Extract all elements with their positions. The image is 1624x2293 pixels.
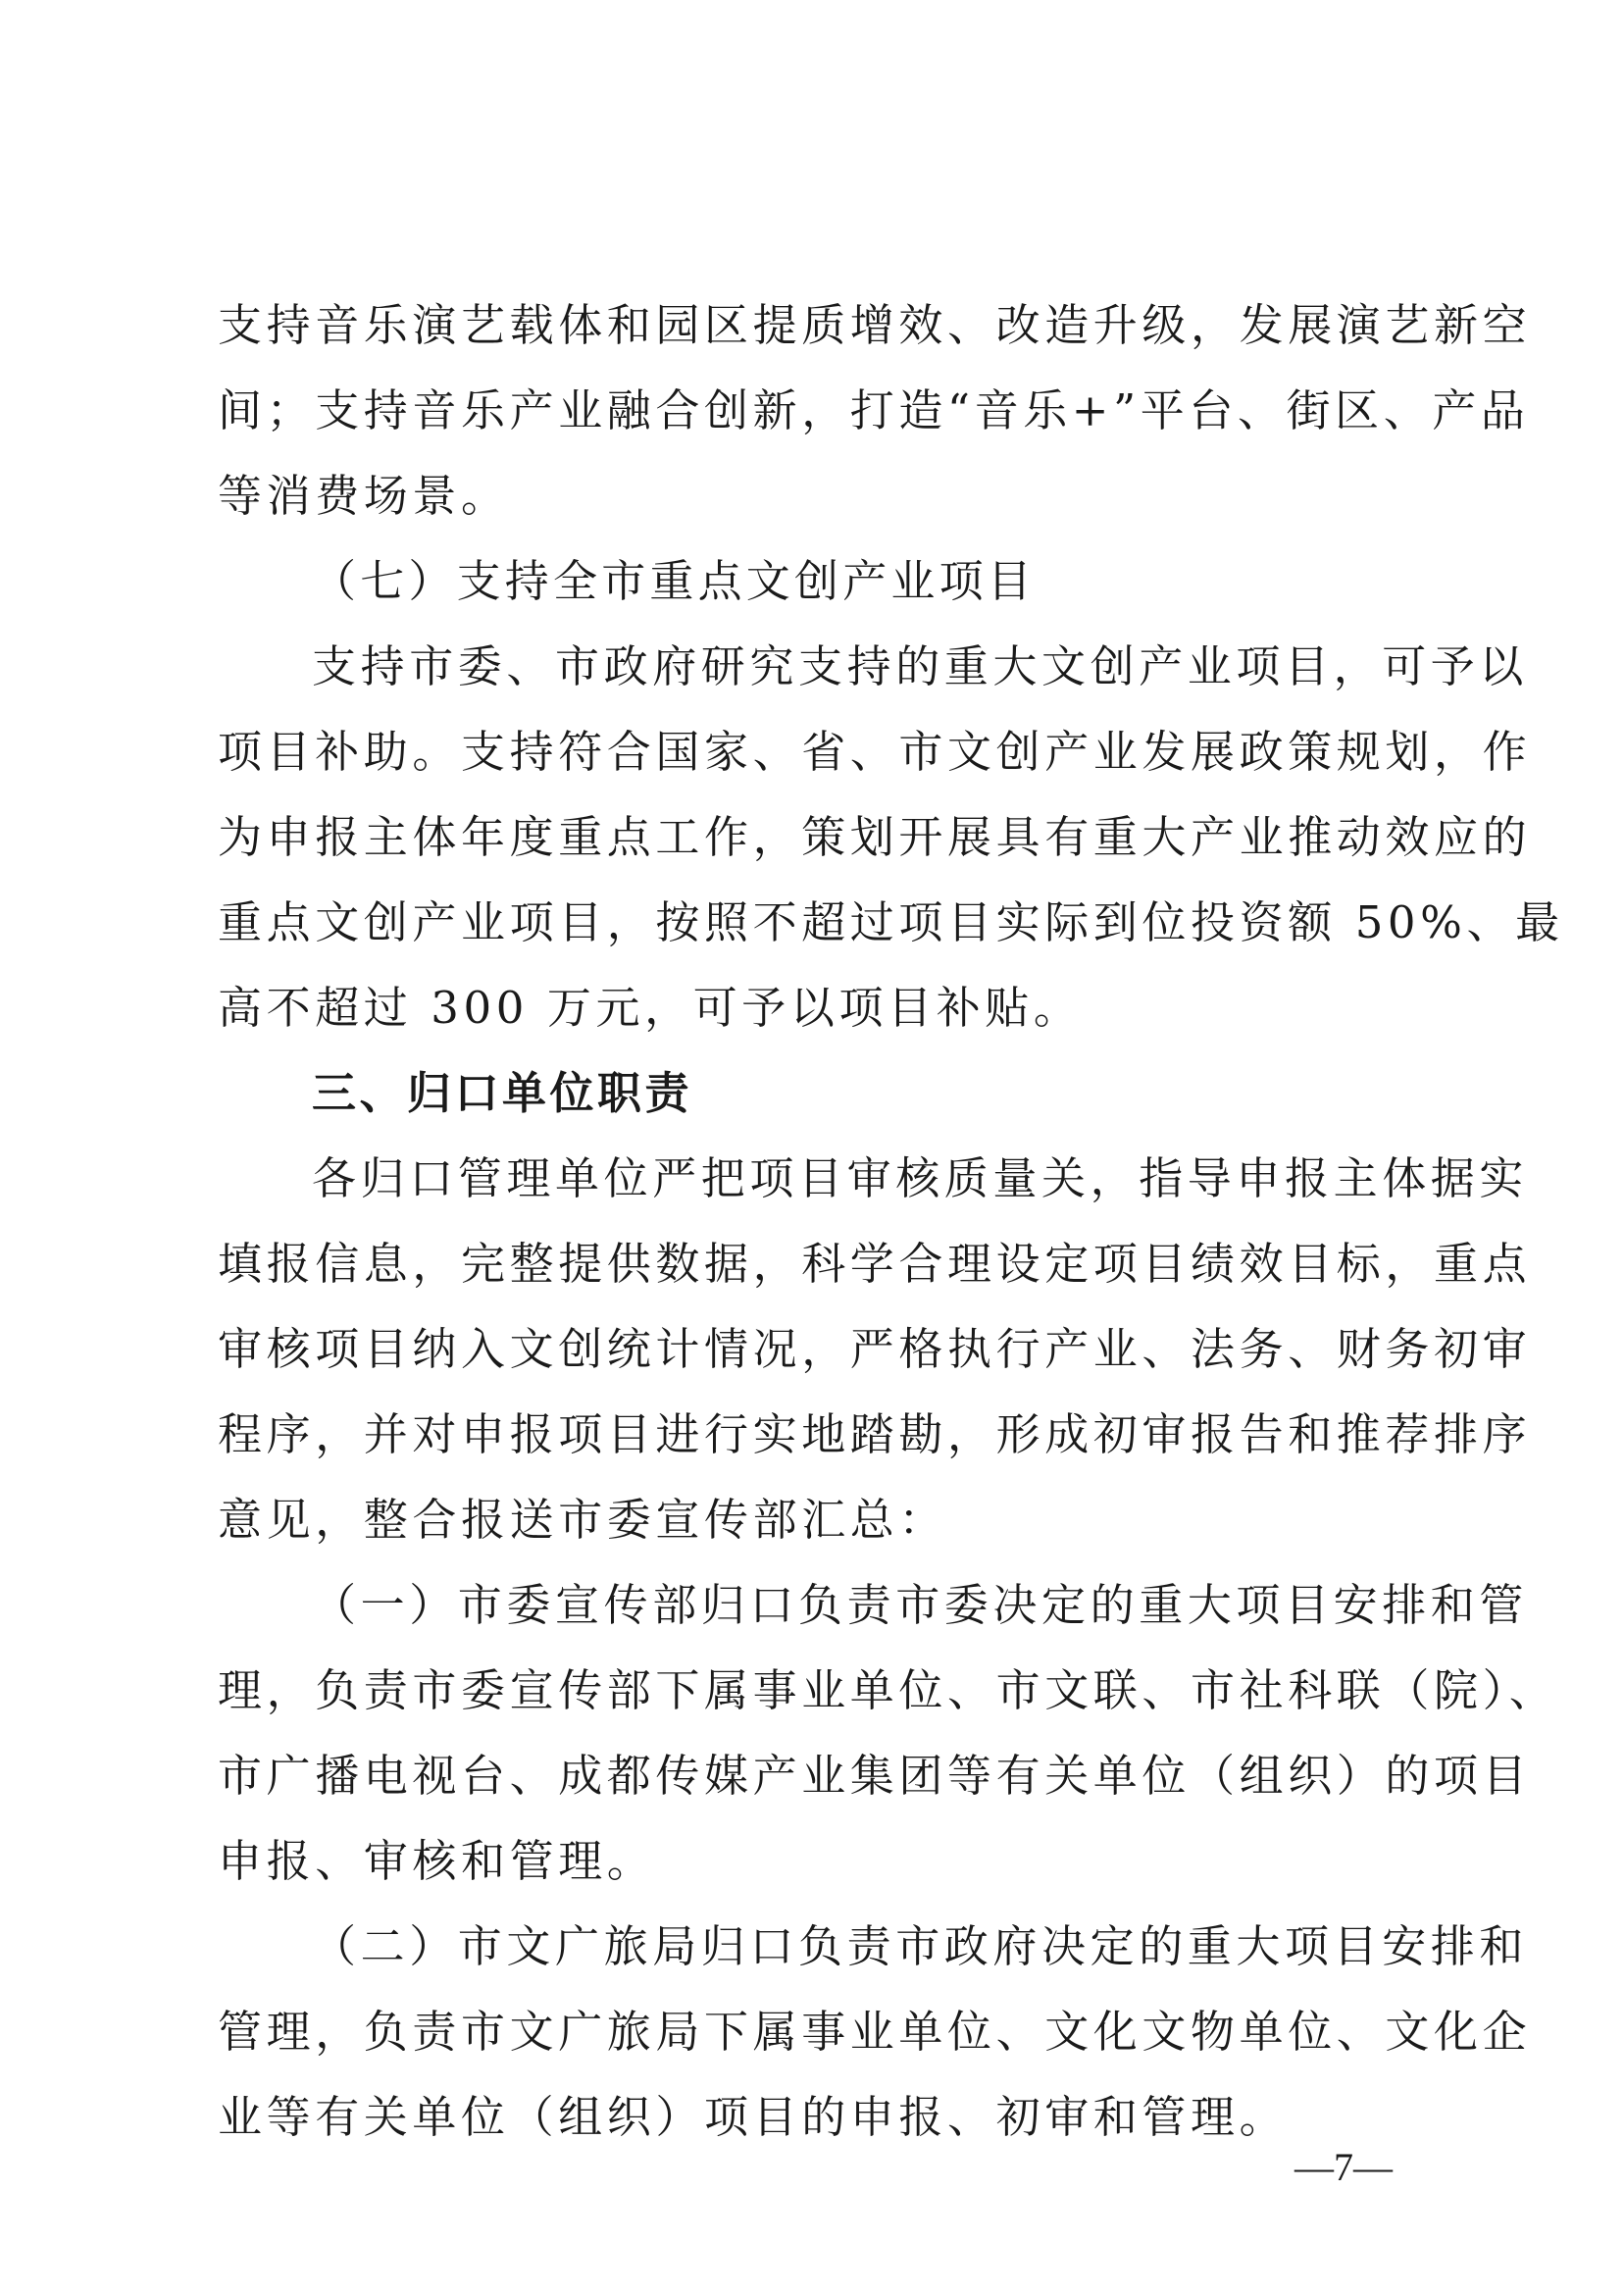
body-text-line: 意见，整合报送市委宣传部汇总： [218,1494,948,1546]
body-text-line: 项目补助。支持符合国家、省、市文创产业发展政策规划，作 [218,726,1532,778]
body-text-line: 业等有关单位（组织）项目的申报、初审和管理。 [218,2091,1289,2143]
body-text-line: 程序，并对申报项目进行实地踏勘，形成初审报告和推荐排序 [218,1408,1532,1460]
body-text-line: 理，负责市委宣传部下属事业单位、市文联、市社科联（院）、 [218,1664,1558,1716]
body-text-line: 申报、审核和管理。 [218,1835,656,1887]
body-text-line: 管理，负责市文广旅局下属事业单位、文化文物单位、文化企 [218,2006,1532,2058]
body-text-line: 支持音乐演艺载体和园区提质增效、改造升级，发展演艺新空 [218,299,1532,351]
body-text-line: 市广播电视台、成都传媒产业集团等有关单位（组织）的项目 [218,1750,1532,1802]
body-text-line: （一）市委宣传部归口负责市委决定的重大项目安排和管 [312,1579,1529,1631]
page-number: —7— [1294,2145,1393,2189]
body-text-line: 各归口管理单位严把项目审核质量关，指导申报主体据实 [312,1152,1529,1204]
body-text-line: 间；支持音乐产业融合创新，打造“音乐+”平台、街区、产品 [218,384,1530,436]
body-text-line: 高不超过 300 万元，可予以项目补贴。 [218,982,1083,1034]
body-text-line: 重点文创产业项目，按照不超过项目实际到位投资额 50%、最 [218,896,1564,948]
section-subheading: （七）支持全市重点文创产业项目 [312,555,1037,607]
body-text-line: 等消费场景。 [218,470,510,522]
section-heading: 三、归口单位职责 [312,1067,693,1119]
body-text-line: 为申报主体年度重点工作，策划开展具有重大产业推动效应的 [218,811,1532,863]
body-text-line: 审核项目纳入文创统计情况，严格执行产业、法务、财务初审 [218,1323,1532,1375]
body-text-line: 支持市委、市政府研究支持的重大文创产业项目，可予以 [312,640,1529,692]
body-text-line: 填报信息，完整提供数据，科学合理设定项目绩效目标，重点 [218,1238,1532,1290]
body-text-line: （二）市文广旅局归口负责市政府决定的重大项目安排和 [312,1920,1529,1972]
